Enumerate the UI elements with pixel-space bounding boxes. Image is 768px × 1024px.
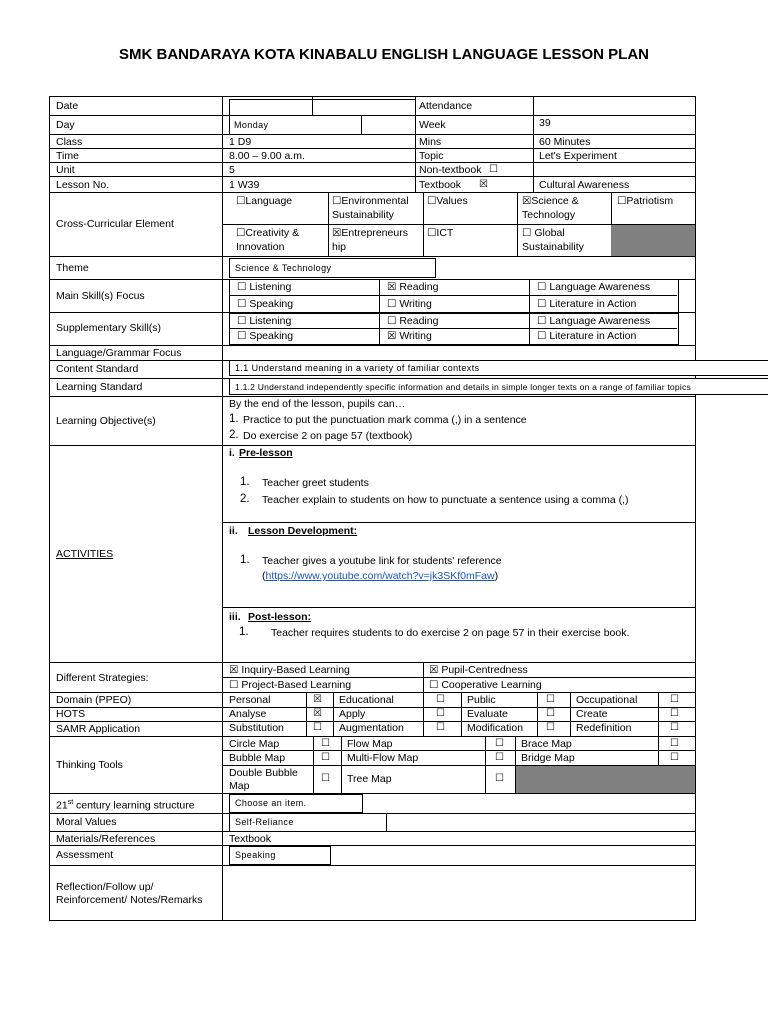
table-border-left [49,96,50,920]
grid-divider [333,692,334,736]
hots-evaluate-checkbox[interactable]: ☐ [546,708,555,719]
week-value: 39 [539,117,551,129]
hots-create-checkbox[interactable]: ☐ [670,708,679,719]
cross-language[interactable]: ☐Language [236,195,293,207]
samr-modification: Modification [467,722,524,734]
objective-item: Practice to put the punctuation mark comma (,) in a sentence [243,414,527,426]
pre-lesson-item: Teacher greet students [262,477,369,489]
main-skill-literature[interactable]: ☐ Literature in Action [537,298,637,310]
cross-creativity[interactable]: ☐Creativity & [236,227,300,239]
time-value: 8.00 – 9.00 a.m. [229,150,305,162]
supp-skills-divider [379,313,380,344]
page-title: SMK BANDARAYA KOTA KINABALU ENGLISH LANGUAGE LESSON PLAN [118,46,650,63]
domain-public: Public [467,694,496,706]
cross-patriotism[interactable]: ☐Patriotism [617,195,674,207]
materials-value: Textbook [229,833,272,845]
grid-divider [658,692,659,736]
objective-number: 1. [229,413,239,425]
label-reflection-line2: Reinforcement/ Notes/Remarks [56,894,203,906]
cross-values[interactable]: ☐Values [427,195,468,207]
post-lesson-title: Post-lesson: [248,611,312,623]
post-lesson-number: iii. [229,611,241,623]
label-unit: Unit [56,164,75,176]
date-cell-border [229,99,230,115]
cross-global-2: Sustainability [522,241,584,253]
objective-number: 2. [229,429,239,441]
label-column-divider [222,96,223,920]
youtube-link-line: (https://www.youtube.com/watch?v=jk3SKf0mFaw) [262,570,499,582]
cross-ict[interactable]: ☐ICT [427,227,454,239]
cross-science[interactable]: ☒Science & [522,195,579,207]
domain-personal: Personal [229,694,271,706]
content-standard-value: 1.1 Understand meaning in a variety of familiar contexts [235,363,480,373]
supp-skill-listening[interactable]: ☐ Listening [237,315,292,327]
thinking-tree-checkbox[interactable]: ☐ [495,773,504,784]
row-line [49,192,696,193]
label-materials: Materials/References [56,833,156,845]
hots-apply: Apply [339,708,366,720]
cross-creativity-2: Innovation [236,241,285,253]
thinking-bridge-checkbox[interactable]: ☐ [670,752,679,763]
label-domain: Domain (PPEO) [56,694,132,706]
info-divider [415,96,416,192]
cross-science-2: Technology [522,209,576,221]
supp-skills-divider [529,313,530,344]
thinking-tree-map: Tree Map [347,773,392,785]
lesson-development-number: ii. [229,525,238,537]
mins-value: 60 Minutes [539,136,591,148]
thinking-double-bubble-map: Double Bubble [229,767,298,779]
thinking-empty-cell [516,766,695,793]
domain-educational: Educational [339,694,394,706]
hots-analyse-checkbox[interactable]: ☒ [313,708,322,719]
activities-divider [222,522,696,523]
activity-number: 1. [240,476,250,488]
thinking-multi-flow-checkbox[interactable]: ☐ [495,752,504,763]
label-thinking-tools: Thinking Tools [56,759,123,771]
cross-environmental[interactable]: ☐Environmental [332,195,409,207]
pre-lesson-number: i. [229,447,235,459]
thinking-multi-flow-map: Multi-Flow Map [347,752,419,764]
strategy-pupil-centredness[interactable]: ☒ Pupil-Centredness [429,664,528,676]
mins-label: Mins [419,136,442,148]
samr-redefinition: Redefinition [576,722,632,734]
samr-substitution-checkbox[interactable]: ☐ [313,722,322,733]
lesson-no-value: 1 W39 [229,179,260,191]
row-line [49,176,696,177]
row-line [49,134,696,135]
nontextbook-checkbox[interactable]: ☐ [489,164,498,175]
thinking-double-bubble-map-2: Map [229,780,250,792]
learning-standard-value: 1.1.2 Understand independently specific information and details in simple longer texts on a range of familiar topics [235,382,691,392]
label-lesson-no: Lesson No. [56,179,110,191]
cross-global[interactable]: ☐ Global [522,227,565,239]
row-line [49,256,696,257]
thinking-bubble-checkbox[interactable]: ☐ [321,752,330,763]
day-box-border [229,115,361,116]
grid-divider [537,692,538,736]
supp-skill-reading[interactable]: ☐ Reading [387,315,439,327]
samr-substitution: Substitution [229,722,284,734]
cultural-awareness: Cultural Awareness [539,179,630,191]
label-cross-curricular: Cross-Curricular Element [56,218,174,230]
label-activities: ACTIVITIES [56,548,114,560]
row-line [49,345,696,346]
row-line [49,736,696,737]
thinking-brace-map: Brace Map [521,738,572,750]
row-line [49,692,696,693]
grid-divider [461,692,462,736]
thinking-bubble-map: Bubble Map [229,752,286,764]
domain-public-checkbox[interactable]: ☐ [546,694,555,705]
textbook-label: Textbook [419,179,462,191]
samr-modification-checkbox[interactable]: ☐ [546,722,555,733]
thinking-circle-checkbox[interactable]: ☐ [321,738,330,749]
main-skill-language-awareness[interactable]: ☐ Language Awareness [537,281,651,293]
row-line [49,162,696,163]
pre-lesson-item: Teacher explain to students on how to punctuate a sentence using a comma (,) [262,494,629,506]
info-divider [533,96,534,192]
post-lesson-item: Teacher requires students to do exercise 2 on page 57 in their exercise book. [271,627,630,639]
supp-skill-literature[interactable]: ☐ Literature in Action [537,330,637,342]
topic-label: Topic [419,150,444,162]
strategy-cooperative[interactable]: ☐ Cooperative Learning [429,679,542,691]
cross-divider [611,192,612,224]
hots-create: Create [576,708,608,720]
main-skill-listening[interactable]: ☐ Listening [237,281,292,293]
label-learning-standard: Learning Standard [56,381,143,393]
pre-lesson-title: Pre-lesson [239,447,293,459]
label-grammar-focus: Language/Grammar Focus [56,347,182,359]
table-border-right [695,96,696,920]
assessment-value: Speaking [235,850,276,860]
label-content-standard: Content Standard [56,363,139,375]
moral-values-value: Self-Reliance [235,817,294,827]
supp-skill-language-awareness[interactable]: ☐ Language Awareness [537,315,651,327]
attendance-label: Attendance [419,100,473,112]
grid-divider [570,692,571,736]
day-value[interactable]: Monday [234,120,269,130]
grid-divider [306,692,307,736]
grid-divider [423,692,424,736]
activity-number: 1. [240,554,250,566]
activity-number: 1. [239,626,249,638]
row-line [49,920,696,921]
samr-augmentation-checkbox[interactable]: ☐ [436,722,445,733]
class-value: 1 D9 [229,136,252,148]
main-skill-writing[interactable]: ☐ Writing [387,298,432,310]
thinking-line [222,750,696,751]
label-class: Class [56,136,83,148]
domain-personal-checkbox[interactable]: ☒ [313,694,322,705]
label-learning-objectives: Learning Objective(s) [56,415,156,427]
21st-century-value: Choose an item. [235,798,307,808]
thinking-brace-checkbox[interactable]: ☐ [670,738,679,749]
main-skills-divider [379,279,380,312]
row-line [49,148,696,149]
activity-number: 2. [240,493,250,505]
row-line [49,662,696,663]
date-cell-border [229,99,415,100]
row-line [49,793,696,794]
label-21st-century: 21st century learning structure [56,799,195,812]
label-hots: HOTS [56,708,86,720]
main-skills-divider [529,279,530,312]
row-line [49,865,696,866]
supp-skill-speaking[interactable]: ☐ Speaking [237,330,294,342]
strategy-inquiry[interactable]: ☒ Inquiry-Based Learning [229,664,350,676]
main-skill-speaking[interactable]: ☐ Speaking [237,298,294,310]
row-line [49,396,696,397]
label-reflection-line1: Reflection/Follow up/ [56,881,154,893]
thinking-flow-map: Flow Map [347,738,393,750]
lesson-development-item: Teacher gives a youtube link for students' reference [262,555,502,567]
main-skill-reading[interactable]: ☒ Reading [387,281,439,293]
domain-occupational: Occupational [576,694,638,706]
activities-divider [222,607,696,608]
day-box-border [361,115,362,134]
label-strategies: Different Strategies: [56,672,149,684]
label-samr: SAMR Application [56,723,141,735]
row-line [49,115,696,116]
thinking-double-bubble-checkbox[interactable]: ☐ [321,773,330,784]
lesson-development-title: Lesson Development: [248,525,358,537]
domain-occupational-checkbox[interactable]: ☐ [670,694,679,705]
row-line [49,845,696,846]
theme-value: Science & Technology [235,263,332,273]
label-supplementary-skill: Supplementary Skill(s) [56,322,162,334]
youtube-link[interactable]: https://www.youtube.com/watch?v=jk3SKf0mFaw [265,570,495,582]
objectives-intro: By the end of the lesson, pupils can… [229,398,406,410]
cross-environmental-2: Sustainability [332,209,394,221]
topic-value: Let's Experiment [539,150,617,162]
unit-value: 5 [229,164,235,176]
label-moral-values: Moral Values [56,816,117,828]
objective-item: Do exercise 2 on page 57 (textbook) [243,430,413,442]
hots-evaluate: Evaluate [467,708,508,720]
strategy-project-based[interactable]: ☐ Project-Based Learning [229,679,352,691]
nontextbook-label: Non-textbook [419,164,482,176]
domain-educational-checkbox[interactable]: ☐ [436,694,445,705]
thinking-circle-map: Circle Map [229,738,280,750]
samr-redefinition-checkbox[interactable]: ☐ [670,722,679,733]
label-main-skill: Main Skill(s) Focus [56,290,145,302]
supp-skill-writing[interactable]: ☒ Writing [387,330,432,342]
row-line [49,445,696,446]
row-line [49,96,696,97]
label-time: Time [56,150,79,162]
label-day: Day [56,119,75,131]
cross-entrepreneurship-2: hip [332,241,347,253]
thinking-bridge-map: Bridge Map [521,752,575,764]
cross-empty-cell [611,225,695,256]
label-assessment: Assessment [56,849,114,861]
hots-apply-checkbox[interactable]: ☐ [436,708,445,719]
thinking-flow-checkbox[interactable]: ☐ [495,738,504,749]
week-label: Week [419,119,446,131]
hots-analyse: Analyse [229,708,267,720]
textbook-checkbox[interactable]: ☒ [479,179,488,190]
day-box-border [229,115,230,134]
supp-skills-mid [229,328,677,329]
samr-augmentation: Augmentation [339,722,404,734]
cross-entrepreneurship[interactable]: ☒Entrepreneurs [332,227,408,239]
label-theme: Theme [56,262,89,274]
label-date: Date [56,100,79,112]
strategies-mid [222,677,696,678]
main-skills-mid [229,295,677,296]
